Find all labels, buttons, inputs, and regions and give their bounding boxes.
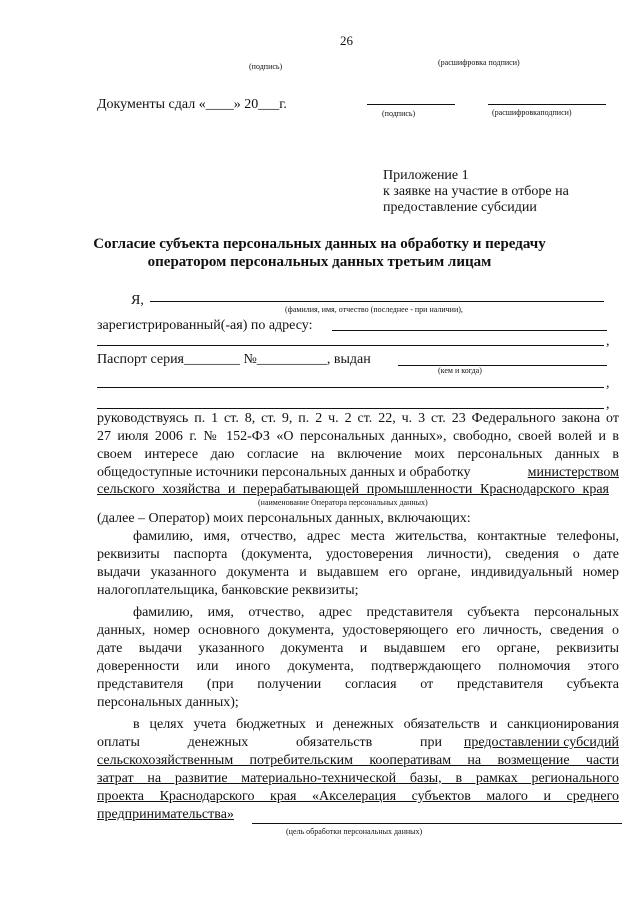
body-p3-line-2: данных, номер основного документа, удостоверяющего его личность, сведения о: [97, 623, 619, 638]
passport-label: Паспорт серия________ №__________, выдан: [97, 352, 371, 367]
fio-line: [150, 301, 604, 302]
signature-decoding-caption: (расшифровка подписи): [438, 58, 520, 67]
address-line: [332, 330, 607, 331]
body-p1-line-4: [97, 465, 619, 481]
purpose-line-2: затрат на развитие материально-технической базы, в рамках регионального: [97, 771, 619, 786]
body-p1-line-3: своем интересе даю согласие на включение моих персональных данных в: [97, 447, 619, 462]
body-p4-line-2: [97, 735, 619, 751]
body-p2-line-1: фамилию, имя, отчество, адрес места жительства, контактные телефоны,: [133, 529, 619, 544]
purpose-line-4: предпринимательства»: [97, 807, 234, 822]
body-p1-line-4-text: общедоступные источники персональных данных и обработку: [97, 465, 471, 480]
registered-label: зарегистрированный(-ая) по адресу:: [97, 318, 313, 333]
body-p3-line-4: доверенности или иного документа, подтверждающего полномочия этого: [97, 659, 619, 674]
signature-decoding-line: [488, 104, 606, 105]
body-p3-line-6: персональных данных);: [97, 695, 239, 710]
operator-name-start: министерством: [527, 465, 619, 480]
body-p3-line-3: дате выдачи указанного документа и выдавшем его органе, реквизиты: [97, 641, 619, 656]
body-p1-line-6: (далее – Оператор) моих персональных данных, включающих:: [97, 511, 471, 526]
operator-name: сельского хозяйства и перерабатывающей промышленности Краснодарского края: [97, 482, 609, 497]
purpose-start: предоставлении субсидий: [463, 735, 619, 750]
body-p3-line-5: представителя (при получении согласия от представителя субъекта: [97, 677, 619, 692]
body-p1-line-2: 27 июля 2006 г. № 152-ФЗ «О персональных данных», свободно, своей волей и в: [97, 429, 619, 444]
document-title-line-1: Согласие субъекта персональных данных на обработку и передачу: [93, 236, 546, 252]
operator-caption: (наименование Оператора персональных данных): [258, 498, 428, 507]
signature-decoding-caption-2: (расшифровкаподписи): [492, 108, 572, 117]
appendix-line-3: предоставление субсидии: [383, 200, 537, 215]
signature-caption: (подпись): [249, 62, 283, 71]
address-comma: ,: [606, 334, 610, 349]
appendix-line-2: к заявке на участие в отборе на: [383, 184, 569, 199]
body-p2-line-4: налогоплательщика, банковские реквизиты;: [97, 583, 359, 598]
page-number: 26: [340, 33, 353, 48]
purpose-line-3: проекта Краснодарского края «Акселерация субъектов малого и среднего: [97, 789, 619, 804]
body-p4-line-2-text: оплаты денежных обязательств при: [97, 735, 442, 750]
ya-label: Я,: [131, 293, 144, 308]
issued-line-3: [97, 408, 604, 409]
issued-line-2: [97, 387, 604, 388]
body-p2-line-2: реквизиты паспорта (документа, удостоверения личности), сведения о дате: [97, 547, 619, 562]
signature-line: [367, 104, 455, 105]
purpose-line-tail: [252, 823, 622, 824]
appendix-line-1: Приложение 1: [383, 168, 469, 183]
issued-caption: (кем и когда): [438, 366, 482, 375]
fio-caption: (фамилия, имя, отчество (последнее - при наличии),: [285, 305, 463, 314]
issued-comma-2: ,: [606, 397, 610, 412]
document-title-line-2: оператором персональных данных третьим лицам: [147, 254, 492, 270]
signature-caption-2: (подпись): [382, 109, 416, 118]
issued-line: [398, 365, 607, 366]
address-line-2: [97, 345, 604, 346]
purpose-line-1: сельскохозяйственным потребительским кооперативам на возмещение части: [97, 753, 619, 768]
issued-comma: ,: [606, 376, 610, 391]
purpose-caption: (цель обработки персональных данных): [286, 827, 423, 836]
documents-submitted-line: Документы сдал «____» 20___г.: [97, 97, 287, 112]
body-p2-line-3: выдачи указанного документа и выдавшем его органе, индивидуальный номер: [97, 565, 619, 580]
body-p1-line-1: руководствуясь п. 1 ст. 8, ст. 9, п. 2 ч. 2 ст. 22, ч. 3 ст. 23 Федерального закона от: [97, 411, 619, 426]
body-p4-line-1: в целях учета бюджетных и денежных обязательств и санкционирования: [133, 717, 619, 732]
body-p3-line-1: фамилию, имя, отчество, адрес представителя субъекта персональных: [133, 605, 619, 620]
